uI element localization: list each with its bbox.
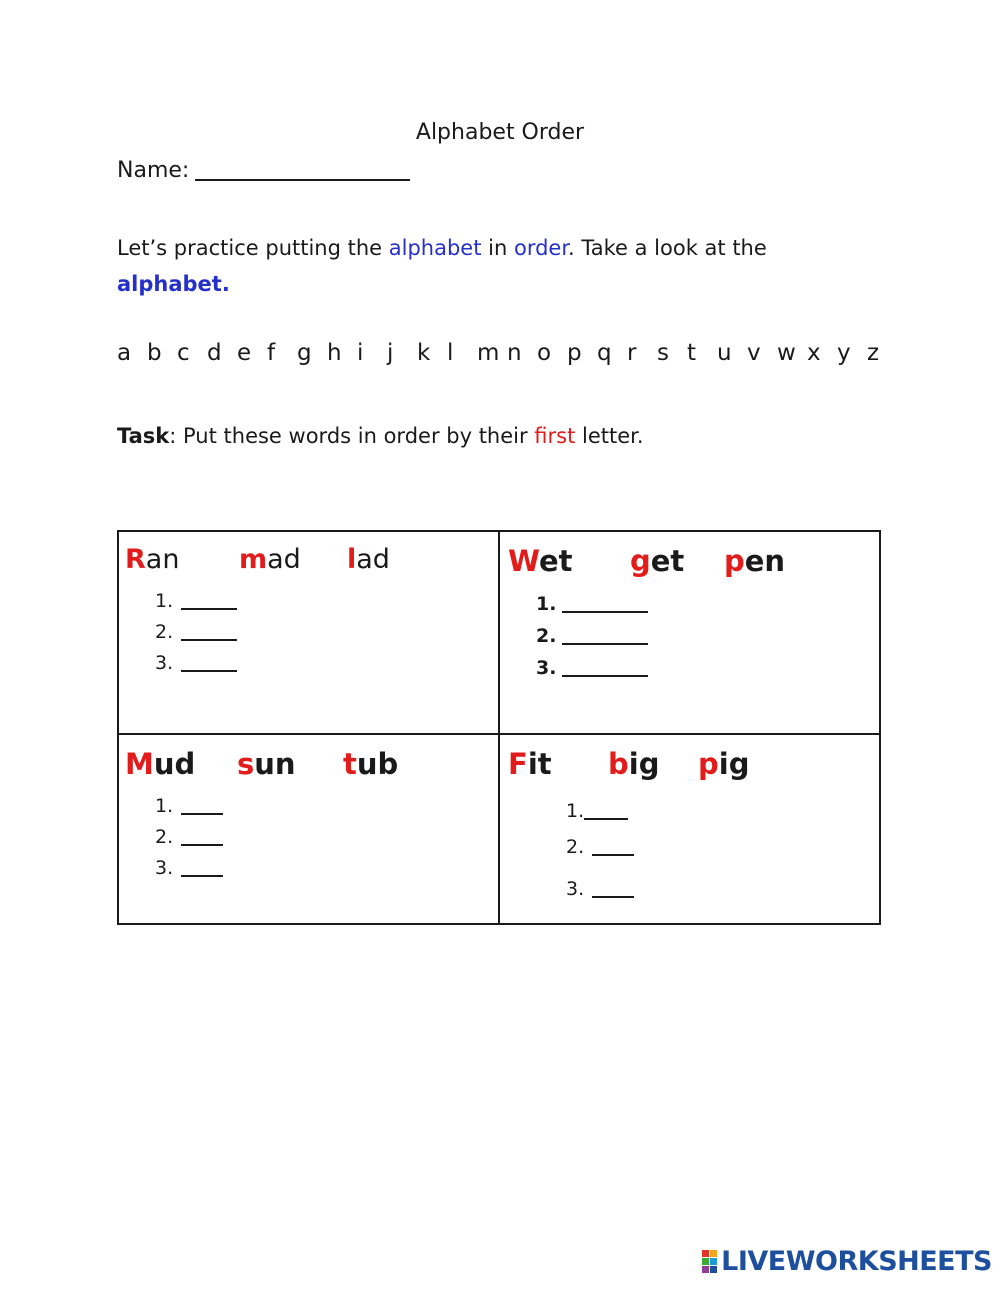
word (239, 544, 301, 575)
answer-list (155, 791, 223, 884)
task-text-2: letter. (575, 424, 644, 448)
answer-item (536, 652, 648, 684)
word-rest: ig (718, 747, 750, 781)
alphabet-letter: m (477, 340, 500, 366)
logo-block (702, 1258, 709, 1265)
word-group-3 (125, 747, 495, 787)
task-text-1: : Put these words in order by their (169, 424, 535, 448)
answer-item (566, 871, 634, 907)
item-number: 3. (155, 652, 174, 674)
answer-blank[interactable] (181, 795, 223, 815)
alphabet-letter: y (837, 340, 851, 366)
word-rest: an (145, 544, 180, 575)
alphabet-letter: t (687, 340, 697, 366)
item-number: 1. (155, 590, 174, 612)
answer-blank[interactable] (181, 652, 237, 672)
answer-blank[interactable] (181, 826, 223, 846)
alphabet-letter: q (597, 340, 612, 366)
item-number: 2. (155, 826, 174, 848)
intro-text-3: . Take a look at the (568, 236, 767, 260)
item-number: 2. (536, 625, 557, 647)
alphabet-letter: r (627, 340, 637, 366)
word (125, 544, 179, 575)
answer-item (566, 829, 634, 865)
word-first-letter: s (237, 747, 255, 781)
liveworksheets-logo[interactable] (702, 1246, 992, 1277)
answer-list (536, 588, 648, 684)
answer-list (566, 793, 634, 907)
word-rest: et (650, 544, 685, 578)
alphabet-letter: u (717, 340, 732, 366)
word-first-letter: M (125, 747, 154, 781)
word-group-1 (125, 544, 495, 584)
exercise-box-2 (500, 532, 881, 735)
alphabet-letter: f (267, 340, 276, 366)
answer-item (155, 648, 237, 679)
name-row (117, 157, 410, 183)
word (608, 747, 659, 781)
alphabet-letter: w (777, 340, 796, 366)
word-rest: ad (267, 544, 301, 575)
name-label: Name: (117, 158, 190, 183)
intro-paragraph (117, 230, 837, 302)
answer-blank[interactable] (584, 800, 628, 820)
item-number: 1. (536, 593, 557, 615)
word-first-letter: W (508, 544, 539, 578)
logo-block (710, 1258, 717, 1265)
word-first-letter: F (508, 747, 528, 781)
logo-text: LIVEWORKSHEETS (721, 1246, 992, 1277)
exercise-grid (117, 530, 881, 925)
alphabet-letter: c (177, 340, 190, 366)
logo-block (702, 1266, 709, 1273)
alphabet-letter: x (807, 340, 821, 366)
answer-item (155, 853, 223, 884)
word-rest: ub (356, 747, 399, 781)
alphabet-letter: s (657, 340, 669, 366)
word-first-letter: m (239, 544, 268, 575)
word (724, 544, 785, 578)
answer-item (566, 793, 634, 829)
alphabet-letter: n (507, 340, 522, 366)
word-first-letter: b (608, 747, 629, 781)
alphabet-letter: i (357, 340, 364, 366)
word-rest: ad (356, 544, 390, 575)
task-first-word: first (534, 424, 576, 448)
logo-blocks-icon (702, 1250, 717, 1273)
alphabet-letter: z (867, 340, 880, 366)
alphabet-letter: o (537, 340, 552, 366)
word-rest: un (254, 747, 296, 781)
answer-item (155, 586, 237, 617)
alphabet-letter: l (447, 340, 454, 366)
alphabet-letter: p (567, 340, 582, 366)
logo-block (710, 1250, 717, 1257)
word-first-letter: t (343, 747, 357, 781)
worksheet-title: Alphabet Order (415, 120, 585, 145)
exercise-box-4 (500, 735, 881, 923)
alphabet-letter: a (117, 340, 132, 366)
item-number: 3. (155, 857, 174, 879)
word (630, 544, 684, 578)
word (343, 747, 398, 781)
answer-item (155, 617, 237, 648)
task-instruction (117, 424, 644, 448)
name-blank-line[interactable] (195, 157, 410, 181)
word-group-4 (508, 747, 878, 787)
word-rest: ig (628, 747, 660, 781)
item-number: 2. (566, 836, 585, 858)
alphabet-letter: e (237, 340, 252, 366)
intro-alphabet-word-2: alphabet. (117, 272, 230, 296)
intro-alphabet-word: alphabet (388, 236, 482, 260)
logo-block (710, 1266, 717, 1273)
intro-order-word: order (513, 236, 569, 260)
intro-text-1: Let’s practice putting the (117, 236, 389, 260)
alphabet-letter: d (207, 340, 222, 366)
word-first-letter: p (724, 544, 745, 578)
word-group-2 (508, 544, 878, 584)
answer-blank[interactable] (181, 857, 223, 877)
word-first-letter: R (125, 544, 146, 575)
alphabet-letter: j (387, 340, 394, 366)
alphabet-letter: b (147, 340, 162, 366)
answer-blank[interactable] (562, 625, 648, 645)
word-first-letter: g (630, 544, 651, 578)
answer-list (155, 586, 237, 679)
answer-blank[interactable] (181, 621, 237, 641)
alphabet-letter: k (417, 340, 431, 366)
word-rest: et (538, 544, 573, 578)
word (125, 747, 195, 781)
word-rest: en (744, 544, 786, 578)
item-number: 1. (155, 795, 174, 817)
word (508, 544, 573, 578)
alphabet-letter: v (747, 340, 761, 366)
alphabet-row (117, 340, 897, 366)
answer-blank[interactable] (592, 878, 634, 898)
word (508, 747, 552, 781)
word (347, 544, 390, 575)
answer-item (155, 822, 223, 853)
task-label: Task (117, 424, 170, 448)
logo-block (702, 1250, 709, 1257)
word-rest: it (527, 747, 552, 781)
item-number: 3. (566, 878, 585, 900)
item-number: 2. (155, 621, 174, 643)
item-number: 3. (536, 657, 557, 679)
answer-blank[interactable] (562, 657, 648, 677)
alphabet-letter: h (327, 340, 342, 366)
intro-text-2: in (481, 236, 514, 260)
exercise-box-3 (119, 735, 500, 923)
answer-item (155, 791, 223, 822)
word (237, 747, 296, 781)
answer-item (536, 620, 648, 652)
answer-blank[interactable] (592, 836, 634, 856)
word-rest: ud (153, 747, 196, 781)
answer-blank[interactable] (181, 590, 237, 610)
word-first-letter: l (347, 544, 357, 575)
word (698, 747, 749, 781)
word-first-letter: p (698, 747, 719, 781)
alphabet-letter: g (297, 340, 312, 366)
item-number: 1. (566, 800, 585, 822)
answer-item (536, 588, 648, 620)
exercise-box-1 (119, 532, 500, 735)
answer-blank[interactable] (562, 593, 648, 613)
